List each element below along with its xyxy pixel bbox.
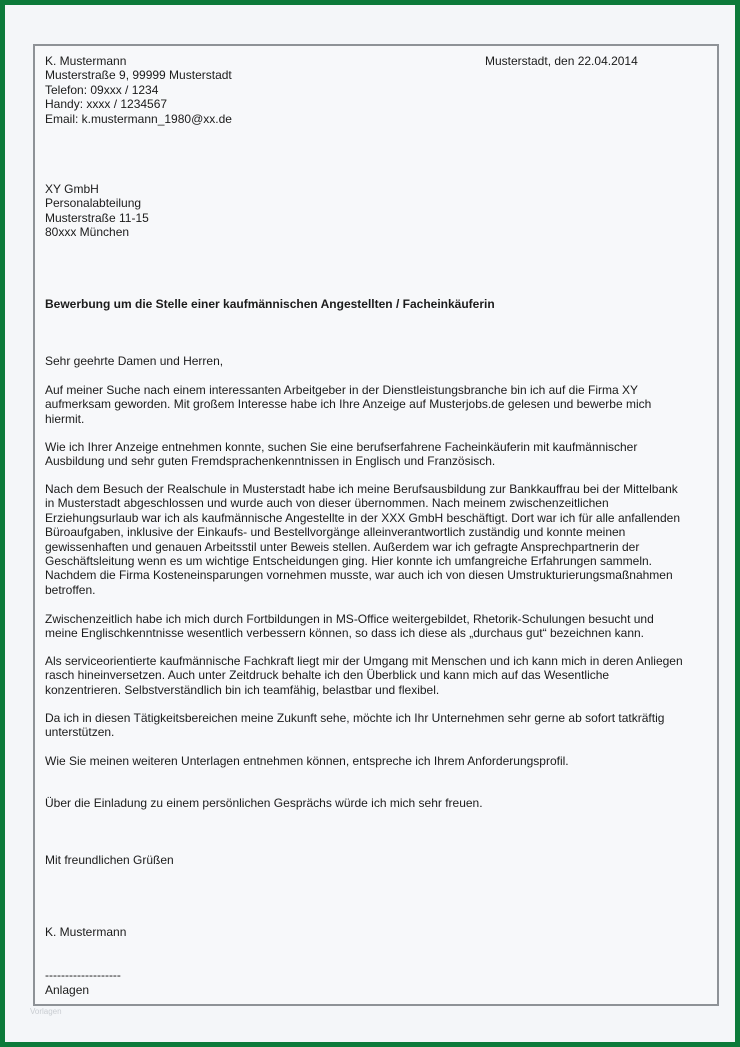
paragraph-line: gewissenhaften und genauen Arbeitsstil unter Beweis stellen. Außerdem war ich gefragte Ansprechpartnerin der	[45, 539, 640, 554]
paragraph-6	[45, 711, 664, 740]
paragraph-line: hiermit.	[45, 411, 85, 426]
paragraph-line: Geschäftsleitung wenn es um wichtige Entscheidungen ging. Hier konnte ich umfangreiche Erfahrungen sammeln.	[45, 554, 653, 569]
letter-date: Musterstadt, den 22.04.2014	[485, 54, 638, 68]
sender-street: Musterstraße 9, 99999 Musterstadt	[45, 68, 232, 83]
letter-subject	[45, 297, 495, 311]
paragraph-line: Wie Sie meinen weiteren Unterlagen entnehmen können, entspreche ich Ihrem Anforderungsprofil.	[45, 754, 569, 768]
salutation	[45, 354, 223, 368]
sender-phone: Telefon: 09xxx / 1234	[45, 82, 159, 97]
paragraph-line: konzentrieren. Selbstverständlich bin ich teamfähig, belastbar und flexibel.	[45, 682, 440, 697]
closing-text: Mit freundlichen Grüßen	[45, 853, 174, 867]
recipient-street: Musterstraße 11-15	[45, 210, 149, 225]
watermark: Vorlagen	[30, 1007, 62, 1016]
closing	[45, 853, 174, 867]
paragraph-line: Auf meiner Suche nach einem interessanten Arbeitgeber in der Dienstleistungsbranche bin ich auf die Firma XY	[45, 383, 638, 397]
paragraph-line: in Musterstadt abgeschlossen und wurde auch von dieser übernommen. Nach meinem zwischenzeitlichen	[45, 496, 609, 511]
paragraph-line: Wie ich Ihrer Anzeige entnehmen konnte, suchen Sie eine berufserfahrene Facheinkäuferin mit kaufmännischer	[45, 440, 638, 454]
subject-text: Bewerbung um die Stelle einer kaufmännischen Angestellten / Facheinkäuferin	[45, 297, 495, 311]
paragraph-4	[45, 612, 654, 641]
paragraph-1	[45, 383, 651, 426]
sender-name: K. Mustermann	[45, 54, 127, 68]
paragraph-line: meine Englischkenntnisse wesentlich verbessern können, so dass ich diese als „durchaus gut“ bezeichnen kann.	[45, 626, 645, 641]
paragraph-line: Über die Einladung zu einem persönlichen Gesprächs würde ich mich sehr freuen.	[45, 796, 483, 810]
paragraph-line: Nachdem die Firma Kosteneinsparungen vornehmen musste, war auch ich von diesen Umstrukturierungsmaßnahmen	[45, 568, 673, 583]
salutation-text: Sehr geehrte Damen und Herren,	[45, 354, 224, 368]
signature-dashes: -------------------	[45, 968, 121, 982]
attachments-text: Anlagen	[45, 983, 90, 997]
paragraph-7	[45, 754, 569, 768]
paragraph-2	[45, 440, 637, 469]
paragraph-line: Als serviceorientierte kaufmännische Fachkraft liegt mir der Umgang mit Menschen und ich kann mich in deren Anliegen	[45, 654, 683, 668]
paragraph-line: Zwischenzeitlich habe ich mich durch Fortbildungen in MS-Office weitergebildet, Rhetorik-Schulungen besucht und	[45, 612, 654, 626]
recipient-city: 80xxx München	[45, 225, 130, 240]
paragraph-5	[45, 654, 683, 697]
paragraph-line: Nach dem Besuch der Realschule in Musterstadt habe ich meine Berufsausbildung zur Bankkauffrau bei der Mittelbank	[45, 482, 678, 496]
signature-name	[45, 925, 126, 939]
signature-line	[45, 968, 121, 982]
paragraph-line: Erziehungsurlaub war ich als kaufmännische Angestellte in der XXX GmbH beschäftigt. Dort war ich für alle anfallenden	[45, 510, 680, 525]
signature-name-text: K. Mustermann	[45, 925, 127, 939]
paragraph-line: unterstützen.	[45, 725, 115, 740]
recipient-department: Personalabteilung	[45, 196, 142, 211]
paragraph-line: rasch hineinversetzen. Auch unter Zeitdruck behalte ich den Überblick und kann mich auf das Wesentliche	[45, 668, 610, 683]
recipient-company: XY GmbH	[45, 182, 99, 196]
sender-email: Email: k.mustermann_1980@xx.de	[45, 111, 232, 126]
paragraph-line: Büroaufgaben, inklusive der Einkaufs- und Bestellvorgänge alleinverantwortlich zuständig und konnte meinen	[45, 525, 626, 540]
paragraph-line: Ausbildung und sehr guten Fremdsprachenkenntnissen in Englisch und Französisch.	[45, 454, 496, 469]
recipient-address	[45, 182, 149, 240]
paragraph-3	[45, 482, 680, 597]
paragraph-8	[45, 796, 483, 810]
attachments	[45, 983, 89, 997]
paragraph-line: betroffen.	[45, 582, 96, 597]
paragraph-line: Da ich in diesen Tätigkeitsbereichen meine Zukunft sehe, möchte ich Ihr Unternehmen sehr gerne ab sofort tatkräftig	[45, 711, 665, 725]
sender-address	[45, 54, 232, 126]
paragraph-line: aufmerksam geworden. Mit großem Interesse habe ich Ihre Anzeige auf Musterjobs.de gelesen und bewerbe mich	[45, 397, 652, 412]
sender-mobile: Handy: xxxx / 1234567	[45, 97, 168, 112]
